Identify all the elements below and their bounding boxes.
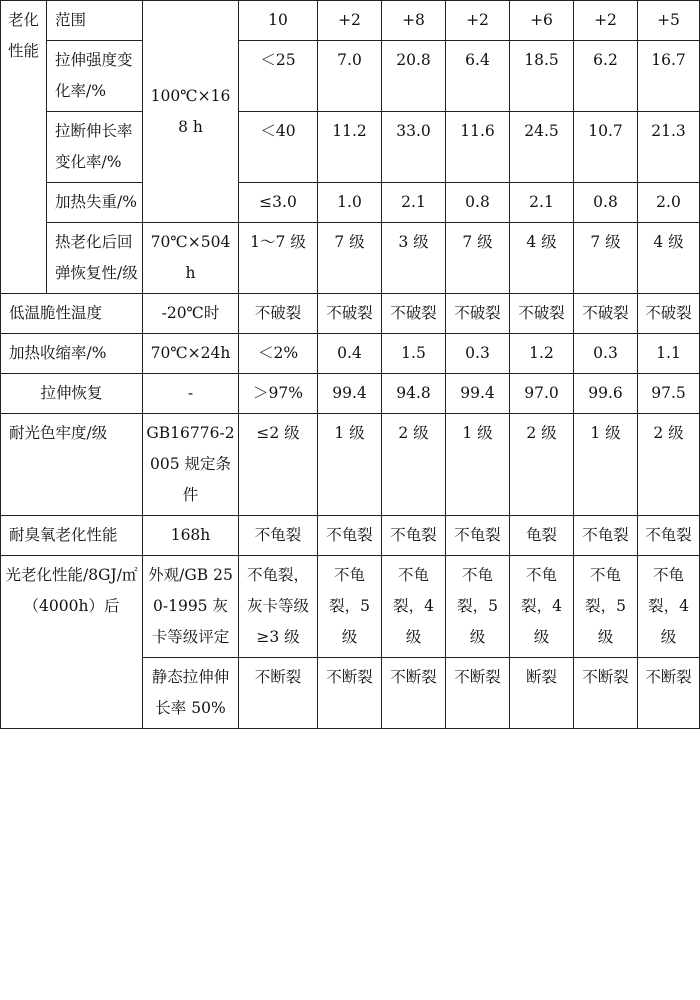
value-cell: 不破裂 bbox=[574, 294, 638, 334]
row-label: 耐光色牢度/级 bbox=[1, 414, 143, 516]
value-cell: 24.5 bbox=[510, 112, 574, 183]
spec-cell: ≤2 级 bbox=[239, 414, 318, 516]
row-label: 加热失重/% bbox=[47, 183, 143, 223]
value-cell: +2 bbox=[318, 1, 382, 41]
aging-group-label: 老化性能 bbox=[1, 1, 47, 294]
value-cell: +5 bbox=[638, 1, 700, 41]
value-cell: 21.3 bbox=[638, 112, 700, 183]
value-cell: 不破裂 bbox=[318, 294, 382, 334]
table-row bbox=[1, 112, 700, 183]
spec-cell: ＜2% bbox=[239, 334, 318, 374]
value-cell: 2.0 bbox=[638, 183, 700, 223]
condition-cell: 外观/GB 250-1995 灰卡等级评定 bbox=[143, 556, 239, 658]
value-cell: 0.3 bbox=[446, 334, 510, 374]
row-label: 拉伸恢复 bbox=[1, 374, 143, 414]
value-cell: 不破裂 bbox=[510, 294, 574, 334]
spec-cell: 不龟裂 bbox=[239, 516, 318, 556]
value-cell: 不断裂 bbox=[446, 658, 510, 729]
value-cell: 不断裂 bbox=[318, 658, 382, 729]
table-row bbox=[1, 223, 700, 294]
value-cell: 4 级 bbox=[638, 223, 700, 294]
spec-cell: 不破裂 bbox=[239, 294, 318, 334]
row-label: 拉断伸长率变化率/% bbox=[47, 112, 143, 183]
value-cell: 0.4 bbox=[318, 334, 382, 374]
value-cell: 龟裂 bbox=[510, 516, 574, 556]
value-cell: 不断裂 bbox=[574, 658, 638, 729]
value-cell: 10.7 bbox=[574, 112, 638, 183]
row-label: 拉伸强度变化率/% bbox=[47, 41, 143, 112]
value-cell: 不龟裂 bbox=[446, 516, 510, 556]
table-row bbox=[1, 414, 700, 516]
value-cell: 不龟裂，4 级 bbox=[510, 556, 574, 658]
value-cell: 不破裂 bbox=[638, 294, 700, 334]
spec-cell: 10 bbox=[239, 1, 318, 41]
condition-cell: -20℃时 bbox=[143, 294, 239, 334]
value-cell: 6.4 bbox=[446, 41, 510, 112]
value-cell: 不龟裂 bbox=[574, 516, 638, 556]
value-cell: 18.5 bbox=[510, 41, 574, 112]
value-cell: 不龟裂，5 级 bbox=[574, 556, 638, 658]
value-cell: 不龟裂，4 级 bbox=[382, 556, 446, 658]
value-cell: 1.2 bbox=[510, 334, 574, 374]
value-cell: 不龟裂，4 级 bbox=[638, 556, 700, 658]
spec-cell: ＜40 bbox=[239, 112, 318, 183]
value-cell: 不破裂 bbox=[446, 294, 510, 334]
table-row bbox=[1, 516, 700, 556]
value-cell: 20.8 bbox=[382, 41, 446, 112]
condition-cell: 168h bbox=[143, 516, 239, 556]
value-cell: 不破裂 bbox=[382, 294, 446, 334]
value-cell: 1 级 bbox=[574, 414, 638, 516]
row-label: 光老化性能/8GJ/㎡（4000h）后 bbox=[1, 556, 143, 729]
value-cell: 94.8 bbox=[382, 374, 446, 414]
value-cell: 不龟裂 bbox=[638, 516, 700, 556]
table-row bbox=[1, 374, 700, 414]
value-cell: 16.7 bbox=[638, 41, 700, 112]
value-cell: 7 级 bbox=[318, 223, 382, 294]
value-cell: 0.3 bbox=[574, 334, 638, 374]
value-cell: +2 bbox=[446, 1, 510, 41]
value-cell: 2 级 bbox=[510, 414, 574, 516]
value-cell: 不断裂 bbox=[638, 658, 700, 729]
value-cell: 97.0 bbox=[510, 374, 574, 414]
value-cell: 1 级 bbox=[446, 414, 510, 516]
value-cell: +2 bbox=[574, 1, 638, 41]
value-cell: 不断裂 bbox=[382, 658, 446, 729]
value-cell: 33.0 bbox=[382, 112, 446, 183]
value-cell: 0.8 bbox=[574, 183, 638, 223]
condition-cell: 100℃×168 h bbox=[143, 1, 239, 223]
table-row bbox=[1, 1, 700, 41]
condition-cell: 70℃×504 h bbox=[143, 223, 239, 294]
value-cell: 7 级 bbox=[446, 223, 510, 294]
condition-cell: 静态拉伸伸长率 50% bbox=[143, 658, 239, 729]
value-cell: 0.8 bbox=[446, 183, 510, 223]
spec-cell: 不龟裂，灰卡等级≥3 级 bbox=[239, 556, 318, 658]
condition-cell: - bbox=[143, 374, 239, 414]
value-cell: 97.5 bbox=[638, 374, 700, 414]
value-cell: 不龟裂 bbox=[382, 516, 446, 556]
value-cell: 不龟裂 bbox=[318, 516, 382, 556]
spec-cell: ＞97% bbox=[239, 374, 318, 414]
row-label: 耐臭氧老化性能 bbox=[1, 516, 143, 556]
value-cell: +6 bbox=[510, 1, 574, 41]
table-row bbox=[1, 183, 700, 223]
table-row bbox=[1, 294, 700, 334]
table-row bbox=[1, 41, 700, 112]
value-cell: 1 级 bbox=[318, 414, 382, 516]
value-cell: 4 级 bbox=[510, 223, 574, 294]
row-label: 范围 bbox=[47, 1, 143, 41]
value-cell: 1.1 bbox=[638, 334, 700, 374]
value-cell: 2.1 bbox=[382, 183, 446, 223]
value-cell: 6.2 bbox=[574, 41, 638, 112]
value-cell: 2 级 bbox=[382, 414, 446, 516]
value-cell: 99.6 bbox=[574, 374, 638, 414]
spec-cell: 不断裂 bbox=[239, 658, 318, 729]
row-label: 加热收缩率/% bbox=[1, 334, 143, 374]
value-cell: 11.6 bbox=[446, 112, 510, 183]
value-cell: 3 级 bbox=[382, 223, 446, 294]
spec-cell: 1～7 级 bbox=[239, 223, 318, 294]
value-cell: 99.4 bbox=[446, 374, 510, 414]
value-cell: 2.1 bbox=[510, 183, 574, 223]
value-cell: 7 级 bbox=[574, 223, 638, 294]
spec-cell: ＜25 bbox=[239, 41, 318, 112]
row-label: 低温脆性温度 bbox=[1, 294, 143, 334]
value-cell: 不龟裂，5 级 bbox=[318, 556, 382, 658]
value-cell: 99.4 bbox=[318, 374, 382, 414]
table-row bbox=[1, 334, 700, 374]
spec-cell: ≤3.0 bbox=[239, 183, 318, 223]
value-cell: 11.2 bbox=[318, 112, 382, 183]
value-cell: +8 bbox=[382, 1, 446, 41]
condition-cell: 70℃×24h bbox=[143, 334, 239, 374]
value-cell: 断裂 bbox=[510, 658, 574, 729]
value-cell: 1.5 bbox=[382, 334, 446, 374]
value-cell: 7.0 bbox=[318, 41, 382, 112]
row-label: 热老化后回弹恢复性/级 bbox=[47, 223, 143, 294]
value-cell: 2 级 bbox=[638, 414, 700, 516]
value-cell: 不龟裂，5 级 bbox=[446, 556, 510, 658]
table-row bbox=[1, 556, 700, 658]
condition-cell: GB16776-2005 规定条件 bbox=[143, 414, 239, 516]
value-cell: 1.0 bbox=[318, 183, 382, 223]
